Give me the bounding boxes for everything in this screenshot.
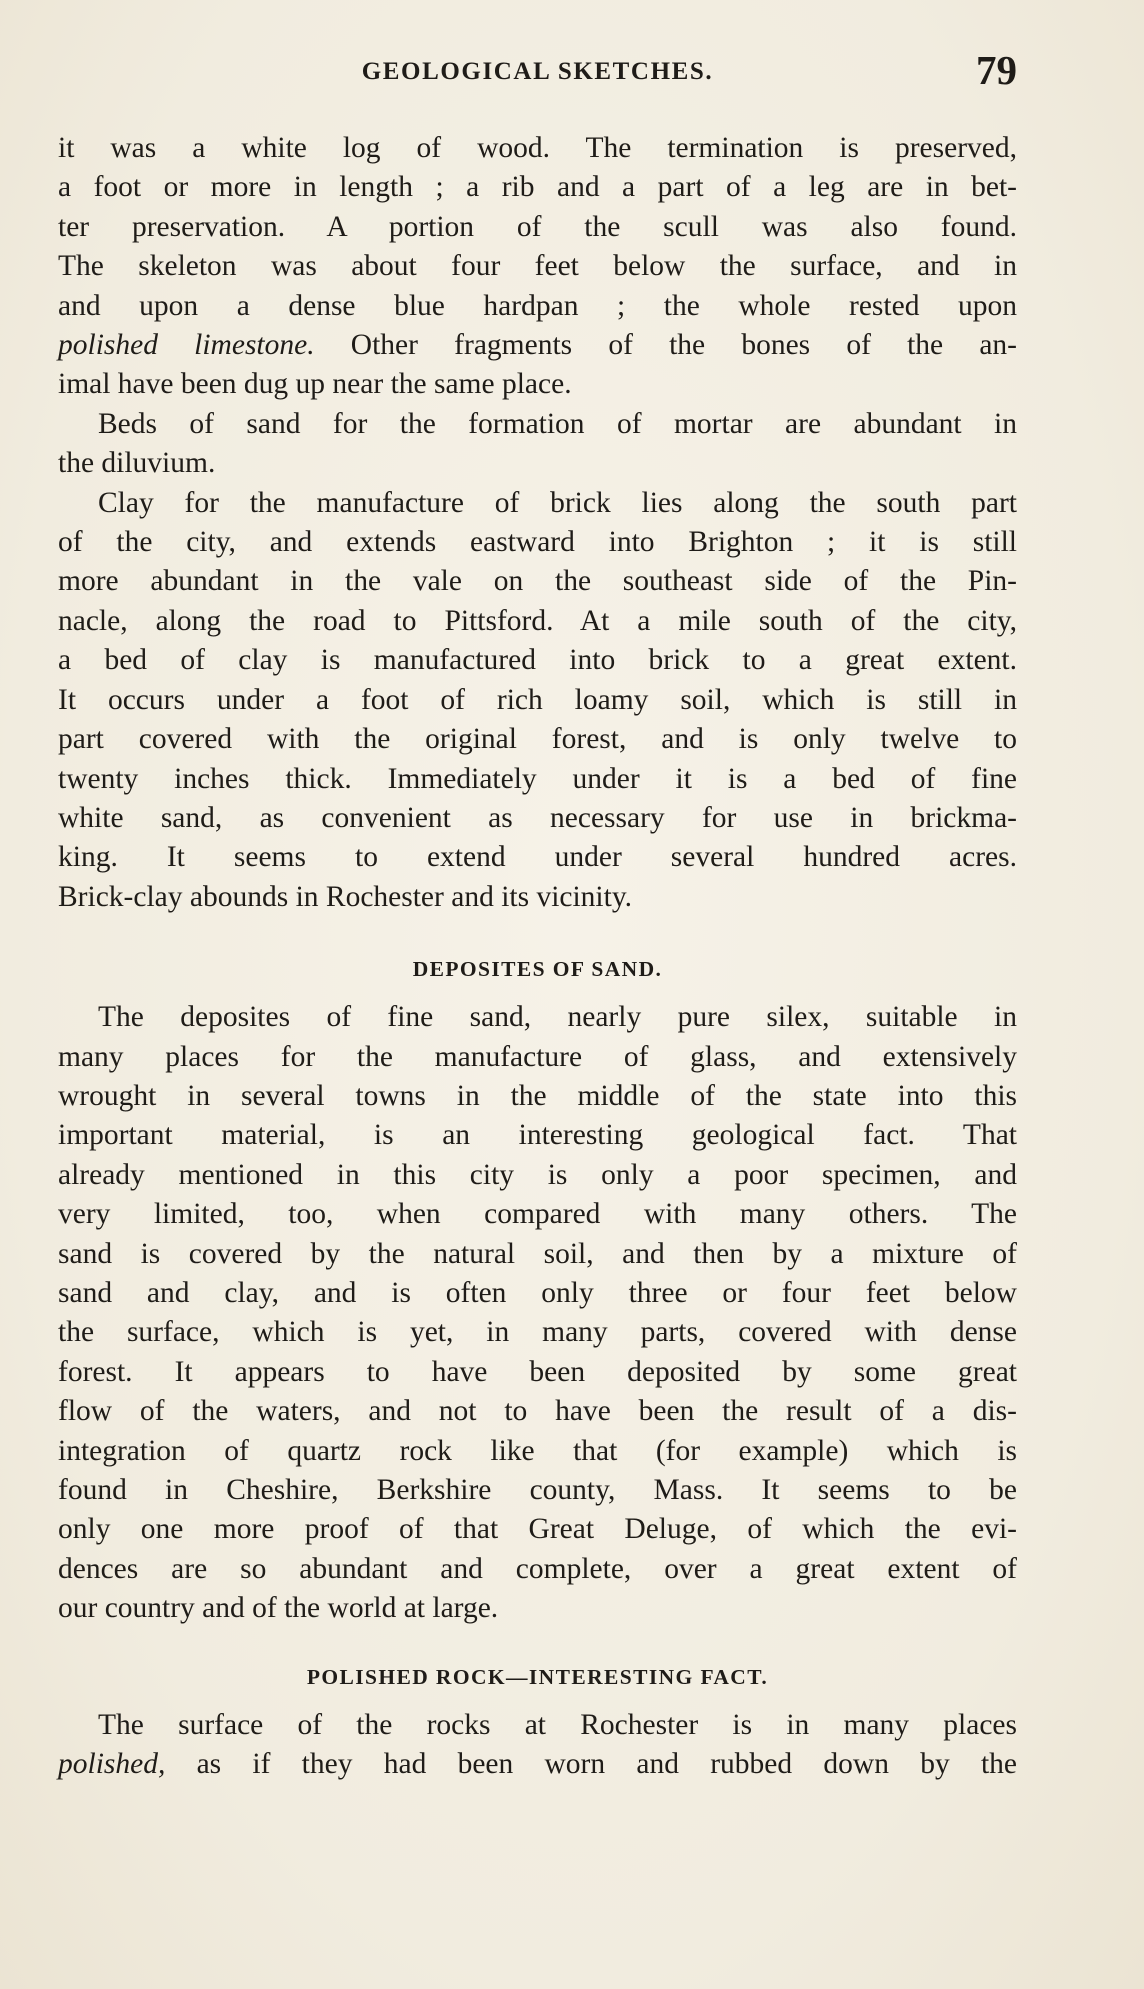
text-line: integration of quartz rock like that (for example) which is bbox=[58, 1434, 1017, 1467]
text-line: sand and clay, and is often only three or four feet below bbox=[58, 1276, 1017, 1309]
text-line: of the city, and extends eastward into Brighton ; it is still bbox=[58, 526, 1017, 559]
paragraph-skeleton bbox=[58, 129, 1017, 405]
text-line: The skeleton was about four feet below the surface, and in bbox=[58, 250, 1017, 283]
text-line: a foot or more in length ; a rib and a part of a leg are in bet- bbox=[58, 171, 1017, 204]
text-line: Brick-clay abounds in Rochester and its vicinity. bbox=[58, 880, 633, 913]
text-line: dences are so abundant and complete, over a great extent of bbox=[58, 1552, 1017, 1585]
text-line: Clay for the manufacture of brick lies along the south part bbox=[98, 486, 1017, 519]
italic-phrase: polished, bbox=[58, 1748, 166, 1781]
paragraph-polished-rock bbox=[58, 1706, 1017, 1785]
text-line: The surface of the rocks at Rochester is in many places bbox=[98, 1708, 1017, 1741]
page-header bbox=[58, 46, 1017, 96]
text-line: imal have been dug up near the same place. bbox=[58, 368, 572, 401]
body-text bbox=[58, 129, 1017, 1784]
text-line: very limited, too, when compared with many others. The bbox=[58, 1198, 1017, 1231]
text-line: it was a white log of wood. The termination is preserved, bbox=[58, 132, 1017, 164]
text-line: many places for the manufacture of glass, and extensively bbox=[58, 1040, 1017, 1073]
text-fragment: Other fragments of the bones of the an- bbox=[314, 329, 1018, 362]
text-line: ter preservation. A portion of the scull was also found. bbox=[58, 210, 1017, 243]
text-line: a bed of clay is manufactured into brick to a great extent. bbox=[58, 644, 1017, 677]
text-line bbox=[58, 1745, 1017, 1784]
text-line: forest. It appears to have been deposited by some great bbox=[58, 1355, 1017, 1388]
section-heading-polished-rock: POLISHED ROCK—INTERESTING FACT. bbox=[306, 1664, 769, 1689]
text-line: only one more proof of that Great Deluge, of which the evi- bbox=[58, 1513, 1017, 1546]
text-line bbox=[58, 326, 1017, 365]
text-line: already mentioned in this city is only a poor specimen, and bbox=[58, 1158, 1017, 1191]
paragraph-clay bbox=[58, 484, 1017, 917]
text-line: It occurs under a foot of rich loamy soil, which is still in bbox=[58, 683, 1017, 716]
paragraph-sand-beds bbox=[58, 405, 1017, 484]
page-number: 79 bbox=[976, 47, 1017, 93]
text-line: sand is covered by the natural soil, and then by a mixture of bbox=[58, 1237, 1017, 1270]
text-line: Beds of sand for the formation of mortar are abundant in bbox=[98, 407, 1017, 440]
paragraph-deposites bbox=[58, 998, 1017, 1629]
text-line: the diluvium. bbox=[58, 447, 216, 480]
text-line: king. It seems to extend under several hundred acres. bbox=[58, 841, 1017, 874]
italic-phrase: polished limestone. bbox=[58, 329, 315, 362]
text-line: our country and of the world at large. bbox=[58, 1592, 499, 1625]
text-fragment: as if they had been worn and rubbed down by the bbox=[165, 1748, 1017, 1781]
text-line: more abundant in the vale on the southeast side of the Pin- bbox=[58, 565, 1017, 598]
text-line: found in Cheshire, Berkshire county, Mass. It seems to be bbox=[58, 1474, 1017, 1506]
text-line: white sand, as convenient as necessary for use in brickma- bbox=[58, 801, 1017, 834]
text-line: flow of the waters, and not to have been the result of a dis- bbox=[58, 1395, 1017, 1428]
text-line: part covered with the original forest, and is only twelve to bbox=[58, 723, 1017, 756]
text-line: The deposites of fine sand, nearly pure silex, suitable in bbox=[98, 1001, 1017, 1034]
text-line: important material, is an interesting geological fact. That bbox=[58, 1119, 1017, 1152]
text-line: and upon a dense blue hardpan ; the whole rested upon bbox=[58, 289, 1017, 322]
text-line: twenty inches thick. Immediately under it is a bed of fine bbox=[58, 762, 1017, 795]
text-line: wrought in several towns in the middle of the state into this bbox=[58, 1079, 1017, 1112]
running-title: GEOLOGICAL SKETCHES. bbox=[361, 58, 714, 85]
section-heading-deposites: DEPOSITES OF SAND. bbox=[412, 957, 663, 982]
text-line: the surface, which is yet, in many parts, covered with dense bbox=[58, 1316, 1017, 1349]
text-line: nacle, along the road to Pittsford. At a mile south of the city, bbox=[58, 604, 1017, 637]
